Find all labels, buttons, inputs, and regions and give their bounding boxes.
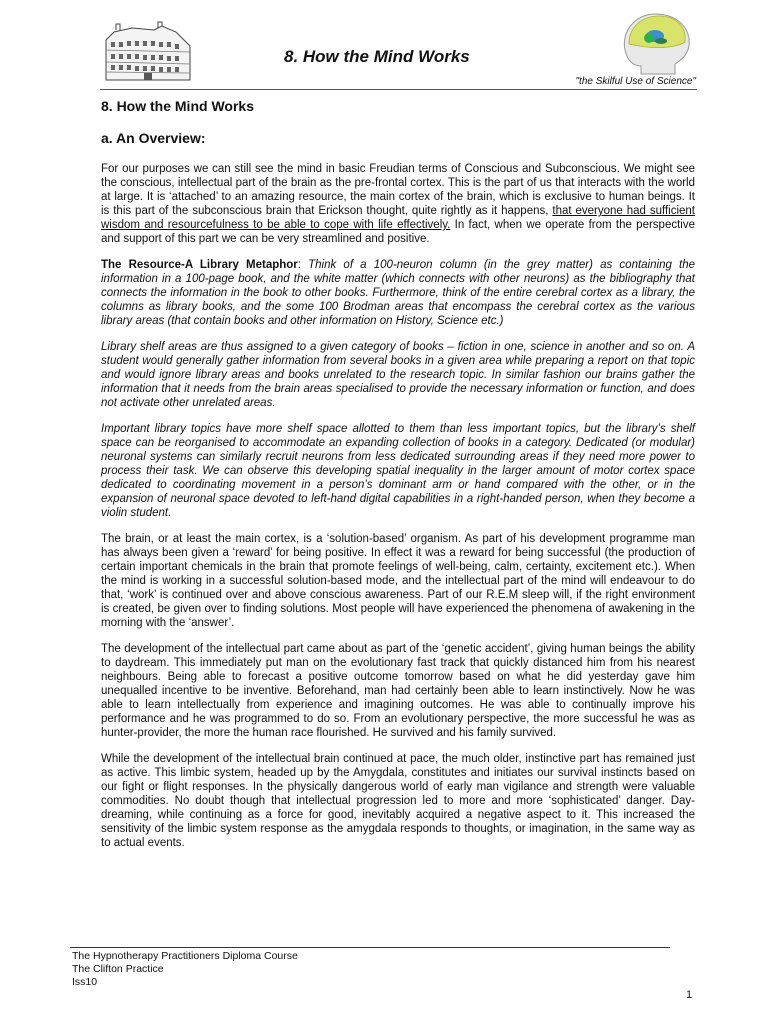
document-title: 8. How the Mind Works xyxy=(284,47,470,66)
library-metaphor-body: Think of a 100-neuron column (in the grey matter) as containing the information in a 100-page book, and the white matter (which connects with other neurons) as the bibliography that connects the information in the book to other books. Furthermore, think of the entire cerebral cortex as a library, the columns as library books, and the some 100 Brodman areas that encompass the cerebral cortex as the various library areas (that contain books and other information on History, Science etc.) xyxy=(101,259,695,327)
header-divider xyxy=(100,89,697,90)
building-logo xyxy=(102,20,194,84)
paragraph-intellectual-development: The development of the intellectual part came about as part of the ‘genetic accident’, giving human beings the ability to daydream. This immediately put man on the evolutionary fast track that quickly distanced him from his nearest neighbours. Being able to forecast a positive outcome tomorrow based on what he did yesterday gave him unequalled incentive to be inventive. Beforehand, man had certainly been able to learn instinctively. Now he was able to learn intellectually from experience and imagining outcomes. He was able to continually improve his performance and he was programmed to do so. From an evolutionary perspective, the more successful he was as hunter-provider, the more the human race flourished. He survived and his family survived. xyxy=(101,643,695,739)
paragraph-overview-text-b: In fact, when we operate from the perspective and support of this part we can be very streamlined and positive. xyxy=(101,219,695,245)
underlined-phrase: that everyone had sufficient wisdom and resourcefulness to be able to cope with life effectively. xyxy=(101,205,695,231)
library-metaphor-colon: : xyxy=(297,259,309,271)
document-body xyxy=(101,98,695,850)
page-number: 1 xyxy=(686,989,693,1001)
section-heading: 8. How the Mind Works xyxy=(101,98,254,114)
footer xyxy=(72,950,298,989)
paragraph-overview-text-a: For our purposes we can still see the mind in basic Freudian terms of Conscious and Subconscious. We might see the conscious, intellectual part of the brain as the pre-frontal cortex. This is the part of us that interacts with the world at large. It is ‘attached’ to an amazing resource, the main cortex of the brain, which is exclusive to human beings. It is this part of the subconscious brain that Erickson thought, quite rightly as it happens, xyxy=(101,163,695,217)
paragraph-library-shelf: Library shelf areas are thus assigned to a given category of books – fiction in one, science in another and so on. A student would generally gather information from several books in a given area while preparing a report on that topic and would ignore library areas and books unrelated to the research topic. In similar fashion our brains gather the information that it needs from the brain areas specialised to provide the necessary information or function, and does not activate other unrelated areas. xyxy=(101,341,695,409)
footer-course: The Hypnotherapy Practitioners Diploma Course xyxy=(72,950,298,962)
paragraph-library-topics: Important library topics have more shelf space allotted to them than less important topics, but the library’s shelf space can be reorganised to accommodate an expanding collection of books in a category. Dedicated (or modular) neuronal systems can similarly recruit neurons from less dedicated surrounding areas if they need more power to process their task. We can observe this developing spatial inequality in the larger amount of motor cortex space dedicated to coordinating movement in a person’s dominant arm or hand compared with the other, or in the expansion of neuronal space devoted to left-hand digital capabilities in a right-handed person, when they become a violin student. xyxy=(101,423,695,519)
paragraph-limbic-system: While the development of the intellectual brain continued at pace, the much older, instinctive part has remained just as active. This limbic system, headed up by the Amygdala, constitutes and initiates our survival instincts based on our fight or flight responses. In the physically dangerous world of early man vigilance and strength were valuable commodities. No doubt though that intellectual progression led to more and more ‘sophisticated’ danger. Day-dreaming, while continuing as a force for good, inevitably acquired a negative aspect to it. This increased the sensitivity of the limbic system response as the amygdala responds to thoughts, or imagination, in the same way as to actual events. xyxy=(101,753,695,849)
brain-head-icon xyxy=(615,8,695,76)
paragraph-solution-based: The brain, or at least the main cortex, is a ‘solution-based’ organism. As part of his development programme man has always been given a ‘reward’ for being positive. In effect it was a reward for being successful (the production of certain important chemicals in the brain that promote feelings of well-being, calm, certainty, excitement etc.). When the mind is working in a successful solution-based mode, and the intellectual part of the mind will endeavour to do that, ‘work’ is continued over and above conscious awareness. Part of our R.E.M sleep will, if the right environment is created, be given over to finding solutions. Most people will have experienced the phenomena of awakening in the morning with the ‘answer’. xyxy=(101,533,695,629)
paragraph-overview xyxy=(101,162,695,246)
footer-practice: The Clifton Practice xyxy=(72,963,164,975)
section-subheading: a. An Overview: xyxy=(101,130,206,146)
tagline: "the Skilful Use of Science" xyxy=(575,76,696,87)
footer-issue: Iss10 xyxy=(72,976,98,988)
library-metaphor-lead: The Resource-A Library Metaphor xyxy=(101,259,298,271)
paragraph-library-metaphor xyxy=(101,258,695,328)
footer-divider xyxy=(70,947,670,948)
